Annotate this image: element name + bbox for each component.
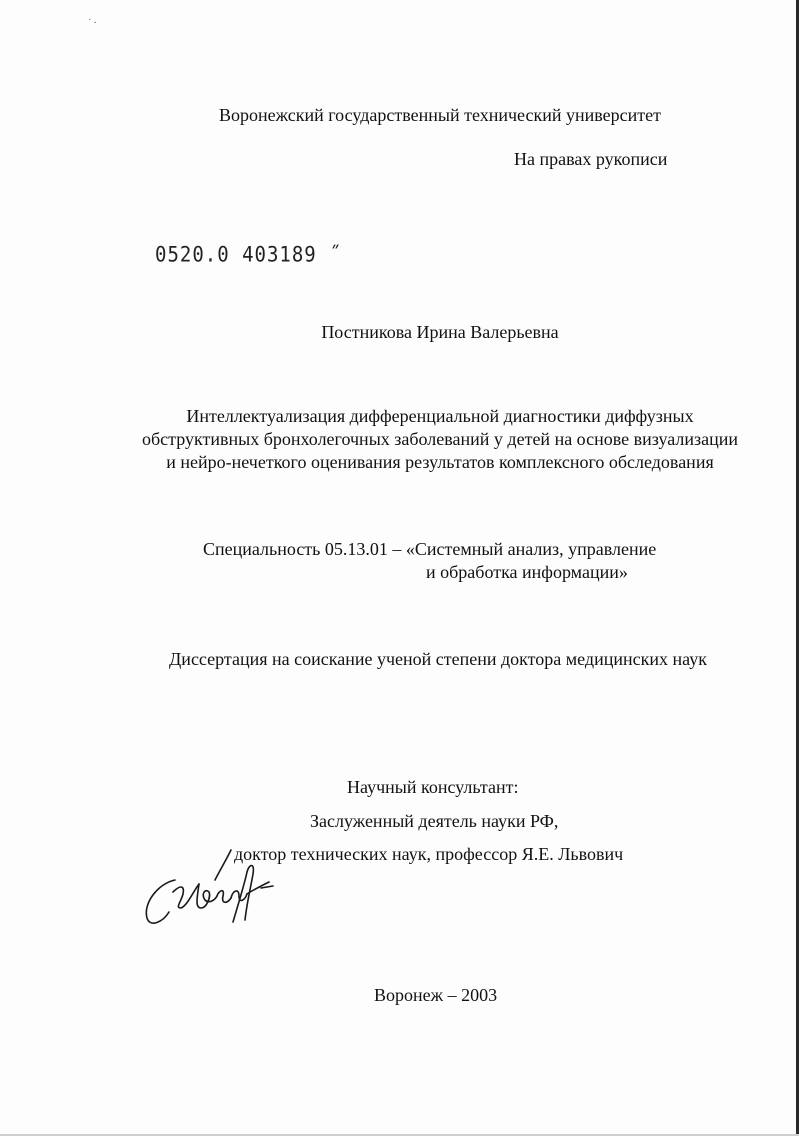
manuscript-rights: На правах рукописи	[514, 149, 668, 169]
university-name: Воронежский государственный технический университет	[219, 105, 661, 125]
dissertation-degree: Диссертация на соискание ученой степени доктора медицинских наук	[169, 649, 707, 669]
author-name: Постникова Ирина Валерьевна	[321, 322, 559, 342]
scan-speck: ˙·	[88, 18, 99, 29]
signature-image	[135, 842, 295, 942]
specialty-line-1: Специальность 05.13.01 – «Системный анализ, управление	[203, 539, 657, 559]
advisor-honorary-title: Заслуженный деятель науки РФ,	[310, 811, 559, 831]
city-year: Воронеж – 2003	[374, 985, 498, 1005]
advisor-label: Научный консультант:	[347, 777, 519, 797]
advisor-credentials: доктор технических наук, профессор Я.Е. Львович	[234, 844, 624, 864]
title-line-1: Интеллектуализация дифференциальной диагностики диффузных	[186, 406, 694, 426]
registry-stamp	[155, 243, 342, 267]
specialty-line-2: и обработка информации»	[426, 562, 628, 582]
registry-number: 0520.0 403189	[155, 242, 317, 268]
title-line-3: и нейро-нечеткого оценивания результатов комплексного обследования	[166, 452, 714, 472]
stamp-mark: ˝	[316, 242, 342, 268]
title-line-2: обструктивных бронхолегочных заболеваний у детей на основе визуализации	[141, 429, 739, 449]
